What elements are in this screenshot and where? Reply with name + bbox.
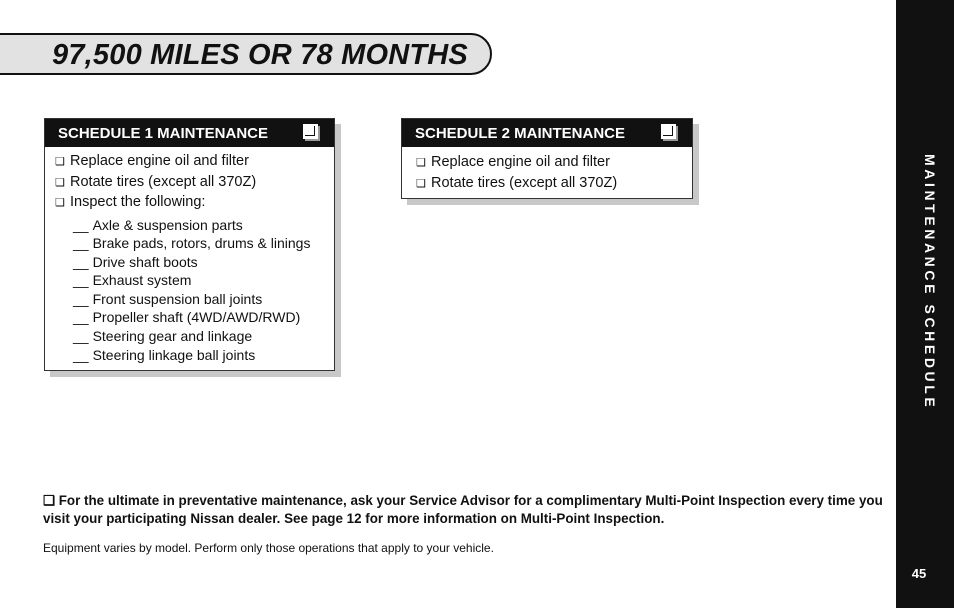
page-title: 97,500 MILES OR 78 MONTHS bbox=[52, 39, 468, 71]
inspection-item: __ Brake pads, rotors, drums & linings bbox=[73, 235, 311, 252]
checkbox-icon bbox=[661, 124, 676, 139]
inspection-item: __ Front suspension ball joints bbox=[73, 290, 263, 307]
blank-line: __ bbox=[73, 309, 89, 326]
schedule-1-body bbox=[45, 147, 334, 370]
inspection-item: __ Axle & suspension parts bbox=[73, 216, 243, 233]
checkbox-icon: ❑ bbox=[55, 197, 65, 209]
title-banner bbox=[0, 33, 492, 75]
inspection-note bbox=[43, 492, 893, 528]
page-number: 45 bbox=[911, 566, 927, 581]
inspection-item: __ Steering linkage ball joints bbox=[73, 346, 256, 363]
checkbox-icon bbox=[303, 124, 318, 139]
list-item: ❑ Inspect the following: bbox=[55, 193, 324, 214]
blank-line: __ bbox=[73, 272, 89, 289]
list-item: ❑ Rotate tires (except all 370Z) bbox=[416, 174, 682, 195]
blank-line: __ bbox=[73, 346, 89, 363]
schedule-2-panel bbox=[401, 118, 693, 199]
blank-line: __ bbox=[73, 328, 89, 345]
blank-line: __ bbox=[73, 290, 89, 307]
blank-line: __ bbox=[73, 216, 89, 233]
list-item: ❑ Rotate tires (except all 370Z) bbox=[55, 173, 324, 194]
schedule-1-header bbox=[45, 119, 334, 147]
checkbox-icon: ❑ bbox=[55, 156, 65, 168]
disclaimer: Equipment varies by model. Perform only those operations that apply to your vehicle. bbox=[43, 541, 494, 555]
inspection-item: __ Drive shaft boots bbox=[73, 253, 198, 270]
note-text: For the ultimate in preventative maintenance, ask your Service Advisor for a complimentary Multi-Point Inspection every time you visit your participating Nissan dealer. See page 12 for more information on Multi-Point Inspection. bbox=[43, 493, 883, 526]
inspection-item: __ Propeller shaft (4WD/AWD/RWD) bbox=[73, 309, 301, 326]
checkbox-icon: ❑ bbox=[55, 176, 65, 189]
blank-line: __ bbox=[73, 235, 89, 252]
schedule-2-body bbox=[402, 147, 692, 200]
checkbox-icon: ❑ bbox=[43, 493, 56, 508]
inspection-item: __ Steering gear and linkage bbox=[73, 328, 253, 345]
blank-line: __ bbox=[73, 253, 89, 270]
schedule-1-title: SCHEDULE 1 MAINTENANCE bbox=[58, 125, 269, 142]
checkbox-icon: ❑ bbox=[416, 157, 426, 169]
list-item: ❑ Replace engine oil and filter bbox=[416, 153, 682, 174]
sidebar bbox=[896, 0, 954, 608]
schedule-2-title: SCHEDULE 2 MAINTENANCE bbox=[415, 125, 626, 142]
schedule-1-panel bbox=[44, 118, 335, 371]
section-label: MAINTENANCE SCHEDULE bbox=[922, 154, 938, 411]
inspection-item: __ Exhaust system bbox=[73, 272, 192, 289]
schedule-2-header bbox=[402, 119, 692, 147]
list-item: ❑ Replace engine oil and filter bbox=[55, 152, 324, 173]
checkbox-icon: ❑ bbox=[416, 177, 426, 190]
